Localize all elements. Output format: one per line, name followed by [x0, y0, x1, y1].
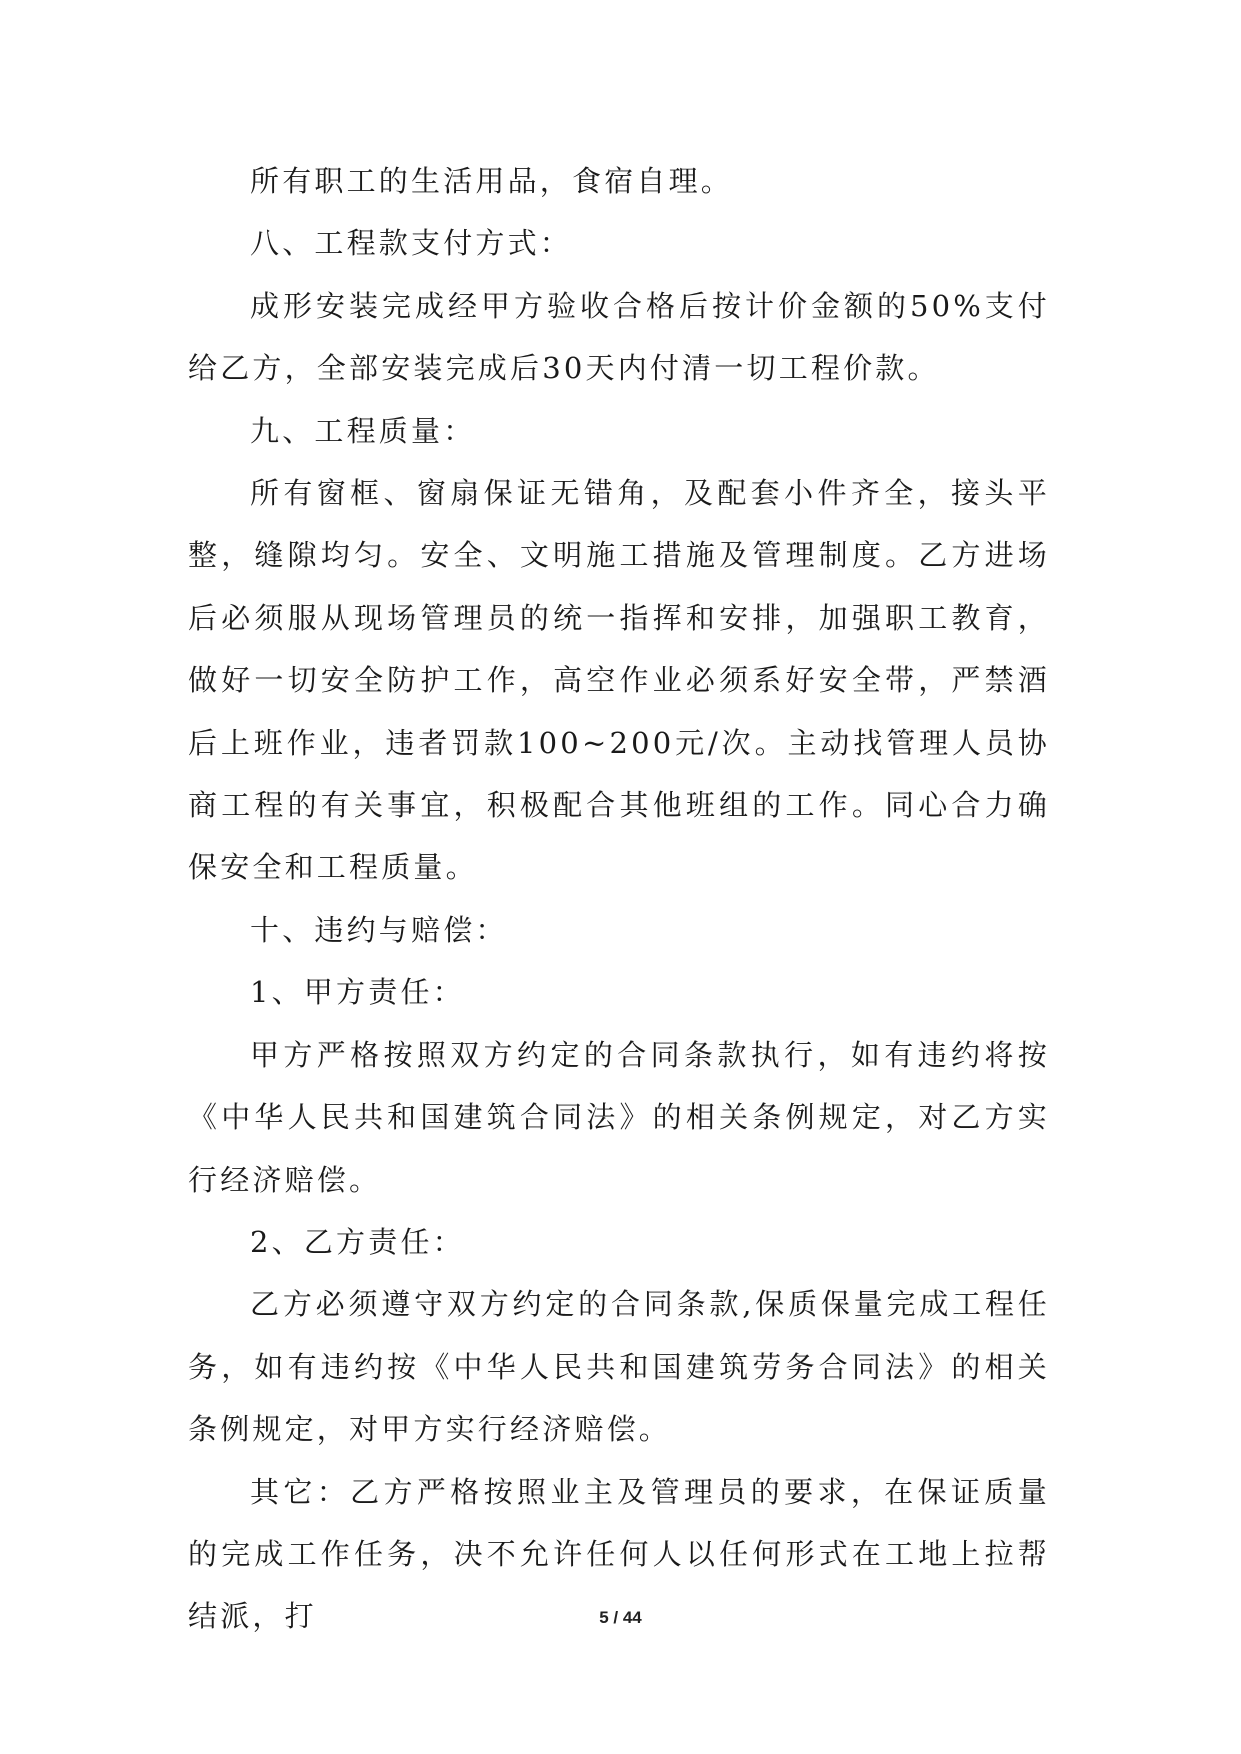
paragraph: 乙方必须遵守双方约定的合同条款,保质保量完成工程任务，如有违约按《中华人民共和国建筑劳务合同法》的相关条例规定，对甲方实行经济赔偿。 [188, 1287, 1050, 1447]
subsection-heading: 1、甲方责任： [250, 975, 465, 1010]
paragraph: 甲方严格按照双方约定的合同条款执行，如有违约将按《中华人民共和国建筑合同法》的相关条例规定，对乙方实行经济赔偿。 [188, 1037, 1050, 1197]
subsection-heading: 2、乙方责任： [250, 1224, 465, 1259]
section-heading: 十、违约与赔偿： [250, 912, 508, 947]
paragraph: 所有窗框、窗扇保证无错角，及配套小件齐全，接头平整，缝隙均匀。安全、文明施工措施及管理制度。乙方进场后必须服从现场管理员的统一指挥和安排，加强职工教育，做好一切安全防护工作，高空作业必须系好安全带，严禁酒后上班作业，违者罚款100~200元/次。主动找管理人员协商工程的有关事宜，积极配合其他班组的工作。同心合力确保安全和工程质量。 [188, 476, 1050, 885]
page-number: 5 / 44 [599, 1608, 642, 1627]
paragraph: 其它：乙方严格按照业主及管理员的要求，在保证质量的完成工作任务，决不允许任何人以任何形式在工地上拉帮结派，打 [188, 1474, 1050, 1634]
section-heading: 八、工程款支付方式： [250, 226, 573, 261]
section-heading: 九、工程质量： [250, 413, 476, 448]
paragraph: 所有职工的生活用品，食宿自理。 [250, 164, 734, 198]
paragraph: 成形安装完成经甲方验收合格后按计价金额的50%支付给乙方，全部安装完成后30天内付清一切工程价款。 [188, 288, 1050, 386]
document-body [188, 150, 1050, 1648]
